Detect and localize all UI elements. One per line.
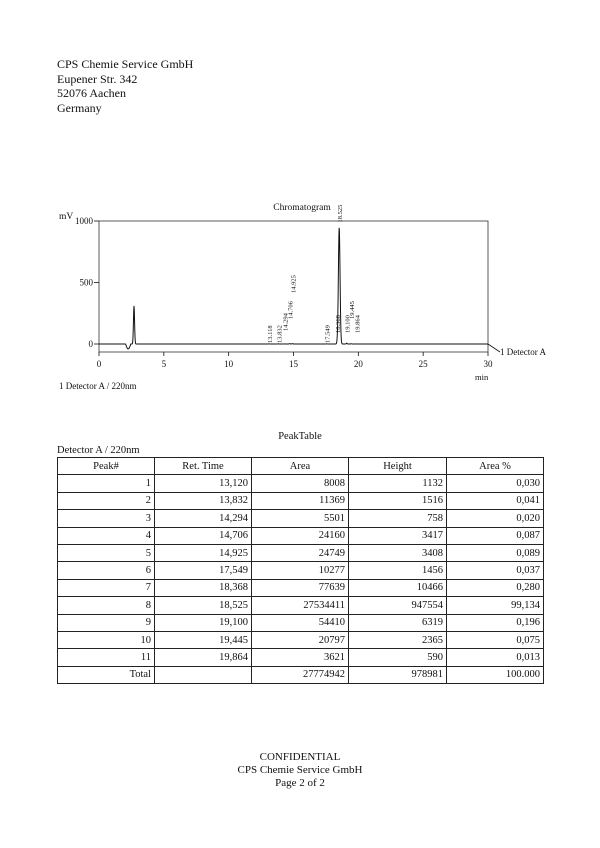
column-header: Ret. Time [155,458,252,475]
table-row [58,614,544,631]
peak-label: 18.525 [337,204,345,223]
x-tick-label: 0 [96,359,102,369]
peak-label: 14.706 [287,301,295,319]
peak-label: 19.100 [344,315,352,333]
table-row [58,579,544,596]
street: Eupener Str. 342 [57,71,138,86]
table-cell: 24749 [252,544,349,561]
table-cell: 2365 [349,631,447,648]
table-row [58,527,544,544]
table-cell: 13,832 [155,492,252,509]
table-row [58,492,544,509]
peak-label: 19.864 [354,315,362,333]
table-cell: 0,087 [447,527,544,544]
x-tick-label: 10 [224,359,234,369]
table-cell: 3408 [349,544,447,561]
peak-label: 13.118 [267,325,275,343]
table-cell: 5501 [252,510,349,527]
total-cell: 978981 [349,666,447,683]
table-cell: 10466 [349,579,447,596]
detector-label: Detector A / 220nm [57,445,140,456]
series-label: 1 Detector A [500,347,546,357]
table-cell: 54410 [252,614,349,631]
table-cell: 77639 [252,579,349,596]
table-cell: 8008 [252,475,349,492]
peak-label: 17.549 [324,325,332,343]
table-cell: 3621 [252,649,349,666]
peak-label: 13.832 [276,325,284,343]
peak-labels [267,205,361,343]
table-cell: 99,134 [447,597,544,614]
column-header: Area % [447,458,544,475]
table-row [58,631,544,648]
table-cell: 14,925 [155,544,252,561]
table-row [58,510,544,527]
total-cell [155,666,252,683]
table-cell: 3 [58,510,155,527]
y-axis-label: mV [59,212,74,222]
detector-caption: 1 Detector A / 220nm [59,381,137,391]
peak-label: 18.368 [335,315,343,333]
city: 52076 Aachen [57,86,126,100]
table-cell: 0,089 [447,544,544,561]
total-row [58,666,544,683]
table-cell: 4 [58,527,155,544]
peak-label: 19.445 [349,301,357,319]
country: Germany [57,100,102,115]
total-cell: 27774942 [252,666,349,683]
table-row [58,562,544,579]
y-tick-label: 500 [79,277,93,288]
table-cell: 18,368 [155,579,252,596]
table-cell: 758 [349,510,447,527]
table-cell: 14,706 [155,527,252,544]
x-tick-label: 20 [353,359,363,369]
table-cell: 1132 [349,475,447,492]
table-cell: 0,280 [447,579,544,596]
table-cell: 6319 [349,614,447,631]
column-header: Peak# [58,458,155,475]
x-tick-labels [97,359,493,369]
table-cell: 8 [58,597,155,614]
series-label-leader [488,344,500,352]
table-cell: 947554 [349,597,447,614]
table-cell: 2 [58,492,155,509]
table-cell: 18,525 [155,597,252,614]
table-cell: 9 [58,614,155,631]
peak-table [57,457,544,684]
table-cell: 27534411 [252,597,349,614]
table-cell: 20797 [252,631,349,648]
table-cell: 0,013 [447,649,544,666]
table-cell: 11369 [252,492,349,509]
table-body [58,475,544,684]
table-cell: 0,030 [447,475,544,492]
peaktable-title: PeakTable [278,431,322,442]
footer-company: CPS Chemie Service GmbH [237,764,363,776]
x-tick-label: 25 [418,359,428,369]
x-axis-label: min [475,372,489,382]
x-tick-label: 30 [483,359,493,369]
x-tick-label: 15 [289,359,298,369]
total-cell: 100.000 [447,666,544,683]
table-row [58,649,544,666]
table-cell: 14,294 [155,510,252,527]
table-cell: 590 [349,649,447,666]
table-cell: 0,196 [447,614,544,631]
table-cell: 13,120 [155,475,252,492]
chart-title: Chromatogram [273,203,331,213]
y-tick-label: 0 [88,339,93,349]
table-cell: 5 [58,544,155,561]
total-cell: Total [58,666,155,683]
footer [0,751,600,790]
table-cell: 19,445 [155,631,252,648]
page-number: Page 2 of 2 [275,777,325,789]
table-cell: 17,549 [155,562,252,579]
table-cell: 1456 [349,562,447,579]
table-cell: 24160 [252,527,349,544]
peak-label: 14.925 [290,275,298,293]
x-tick-label: 5 [161,359,167,369]
chromatogram-chart [0,195,600,395]
column-header: Height [349,458,447,475]
table-cell: 19,100 [155,614,252,631]
address-block [57,57,193,115]
table-cell: 10277 [252,562,349,579]
table-cell: 0,075 [447,631,544,648]
table-row [58,475,544,492]
table-row [58,544,544,561]
table-row [58,597,544,614]
table-cell: 6 [58,562,155,579]
company-name: CPS Chemie Service GmbH [57,57,194,71]
table-cell: 19,864 [155,649,252,666]
table-cell: 1 [58,475,155,492]
table-cell: 11 [58,649,155,666]
table-header-row [58,458,544,475]
table-cell: 1516 [349,492,447,509]
table-cell: 10 [58,631,155,648]
peak-label: 14.294 [282,313,290,331]
table-cell: 7 [58,579,155,596]
confidential-label: CONFIDENTIAL [259,751,341,763]
table-cell: 0,037 [447,562,544,579]
y-tick-labels [75,216,94,349]
column-header: Area [252,458,349,475]
table-cell: 0,041 [447,492,544,509]
y-tick-label: 1000 [75,216,93,226]
table-cell: 3417 [349,527,447,544]
table-cell: 0,020 [447,510,544,527]
